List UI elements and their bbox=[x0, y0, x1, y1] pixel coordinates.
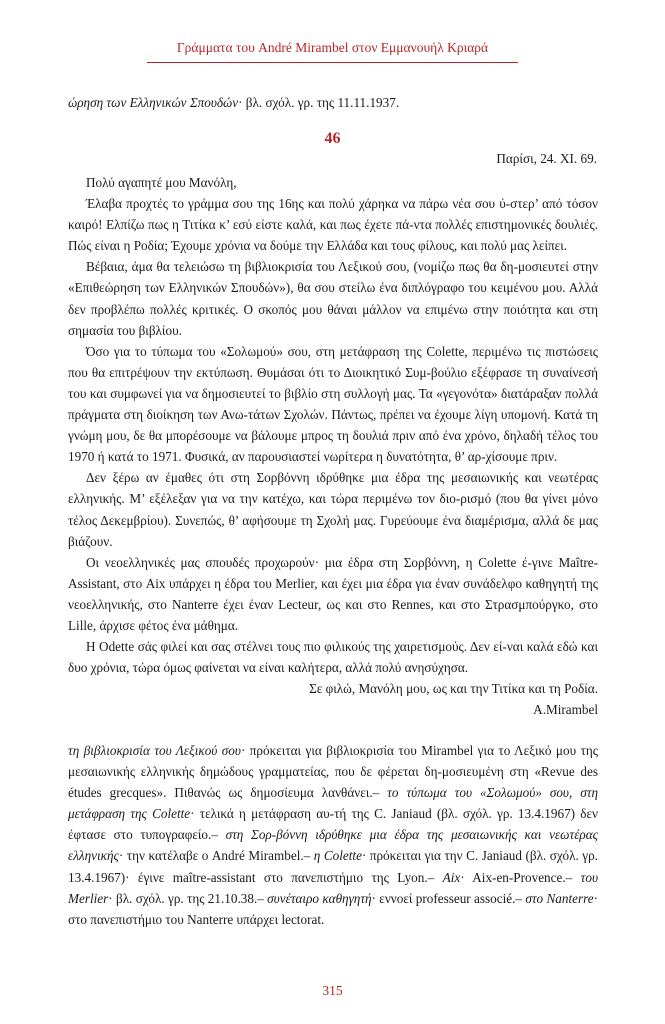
note-lemma: Aix bbox=[442, 869, 461, 885]
note-text: · πρόκειται για την C. Janiaud (βλ. σχόλ. γρ. 13.4.1967)· έγινε maître-assistant στο πανεπιστήμιο της Lyon.– bbox=[68, 848, 598, 885]
header-rule bbox=[147, 62, 518, 63]
letter-body bbox=[68, 172, 598, 720]
note-lemma: στη Σορ-βόννη ιδρύθηκε μια έδρα της μεσαιωνικής και νεωτέρας ελληνικής bbox=[68, 827, 599, 864]
letter-number: 46 bbox=[324, 130, 341, 147]
notes-paragraph bbox=[68, 740, 598, 930]
running-head-title: Γράμματα του André Mirambel στον Εμμανουήλ Κριαρά bbox=[176, 40, 489, 55]
note-text: · βλ. σχόλ. γρ. της 21.10.38.– bbox=[108, 890, 268, 906]
letter-paragraph: Δεν ξέρω αν έμαθες ότι στη Σορβόννη ιδρύθηκε μια έδρα της μεσαιωνικής και νεωτέρας ελληνικής. Μ’ εξέλεξαν για να την κατέχω, και τώρα περιμένω τον διο-ρισμό (που θα γίνει μόνο τέλος Δεκεμβρίου). Συνεπώς, θ’ αφήσουμε τη Σχολή μας. Γυρεύουμε ένα διαμέρισμα, αλλά δε μας βιάζουν. bbox=[68, 470, 598, 549]
letter-paragraph: Βέβαια, άμα θα τελειώσω τη βιβλιοκρισία του Λεξικού σου, (νομίζω πως θα δη-μοσιευτεί στην «Επιθεώρηση των Ελληνικών Σπουδών»), θα σου στείλω ένα διπλόγραφο του κειμένου μου. Αλλά δεν προβλέπω πολλές κριτικές. Ο σκοπός μου θάναι μάλλον να επιμένω στην ποιότητα και στη σημασία του βιβλίου. bbox=[68, 259, 598, 338]
letter-signature: A.Mirambel bbox=[533, 702, 598, 718]
note-text: · στο πανεπιστήμιο του Nanterre υπάρχει lectorat. bbox=[68, 890, 599, 927]
note-text: · την κατέλαβε ο André Mirambel.– bbox=[118, 848, 314, 864]
note-lemma: του Merlier bbox=[68, 869, 599, 906]
page-number: 315 bbox=[322, 983, 343, 998]
note-lemma: στο Nanterre bbox=[525, 890, 594, 906]
note-lemma: η Colette bbox=[313, 848, 362, 864]
note-text: · Aix-en-Provence.– bbox=[460, 869, 581, 885]
letter-closing: Σε φιλώ, Μανόλη μου, ως και την Τιτίκα και τη Ροδία. bbox=[309, 681, 598, 697]
note-text: · πρόκειται για βιβλιοκρισία του Mirambel για το Λεξικό μου της μεσαιωνικής ελληνικής δημώδους γραμματείας, που δε φέρεται δη-μοσιευμένη στη «Revue des études grecques». Πιθανώς ως δημοσίευμα λανθάνει.– bbox=[68, 743, 598, 801]
letter-salutation: Πολύ αγαπητέ μου Μανόλη, bbox=[86, 175, 237, 190]
previous-note-continuation bbox=[68, 92, 598, 113]
note-lemma: τη βιβλιοκρισία του Λεξικού σου bbox=[68, 743, 241, 758]
letter-paragraph: Η Odette σάς φιλεί και σας στέλνει τους πιο φιλικούς της χαιρετισμούς. Δεν εί-ναι καλά εδώ και δυο χρόνια, τώρα όμως φαίνεται να είναι καλήτερα, αλλά πολύ ανησύχησα. bbox=[68, 639, 598, 676]
commentary-notes bbox=[68, 740, 598, 930]
note-text: · εννοεί professeur associé.– bbox=[371, 890, 526, 906]
letter-date: Παρίσι, 24. XI. 69. bbox=[496, 151, 597, 166]
letter-paragraph: Οι νεοελληνικές μας σπουδές προχωρούν· μια έδρα στη Σορβόννη, η Colette έ-γινε Maître-Assistant, στο Aix υπάρχει η έδρα του Merlier, και έχει μια έδρα για έναν συνάδελφο καθηγητή της νεοελληνικής, στο Nanterre έχει έναν Lecteur, ως και στο Rennes, και στο Στρασμπούργκο, στο Lille, άρχισε φέτος ένα μάθημα. bbox=[68, 554, 598, 633]
previous-note-roman: · βλ. σχόλ. γρ. της 11.11.1937. bbox=[238, 95, 400, 110]
letter-paragraph: Όσο για το τύπωμα του «Σολωμού» σου, στη μετάφραση της Colette, περιμένω τις πιστώσεις που θα επιτρέψουν την εκτύπωση. Θυμάσαι ότι το Διοικητικό Συμ-βούλιο εξέφρασε τη συναίνεσή του και συμφωνεί για να δημοσιευτεί το βιβλίο στη συλλογή μας. Τα «γεγονότα» διατάραξαν πολλά πράγματα στη διοίκηση των Ανω-τάτων Σχολών. Πάντως, πρέπει να έχουμε λίγη υπομονή. Κατά τη γνώμη μου, δε θα μπορέσουμε να βάλουμε μπρος τη δουλιά πριν από ένα χρόνο, δηλαδή τέλος του 1970 ή κατά το 1971. Φυσικά, αν παρουσιαστεί νωρίτερα η δυνατότητα, θ’ αρ-χίσουμε πριν. bbox=[68, 343, 598, 465]
previous-note-italic: ώρηση των Ελληνικών Σπουδών bbox=[68, 95, 239, 110]
letter-paragraph: Έλαβα προχτές το γράμμα σου της 16ης και πολύ χάρηκα να πάρω νέα σου ύ-στερ’ από τόσον καιρό! Ελπίζω πως η Τιτίκα κ’ εσύ είστε καλά, και πως έχετε πά-ντα πολλές επιστημονικές δουλιές. Πώς είναι η Ροδία; Έχουμε χρόνια να δούμε την Ελλάδα και τους φίλους, και πολύ μας λείπει. bbox=[68, 196, 598, 254]
note-lemma: το τύπωμα του «Σολωμού» σου, στη μετάφραση της Colette bbox=[68, 785, 598, 822]
note-lemma: συνέταιρο καθηγητή bbox=[267, 890, 372, 906]
note-text: · τελικά η μετάφραση αυ-τή της C. Janiaud (βλ. σχόλ. γρ. 13.4.1967) δεν έφτασε στο τυπογραφείο.– bbox=[68, 806, 598, 843]
